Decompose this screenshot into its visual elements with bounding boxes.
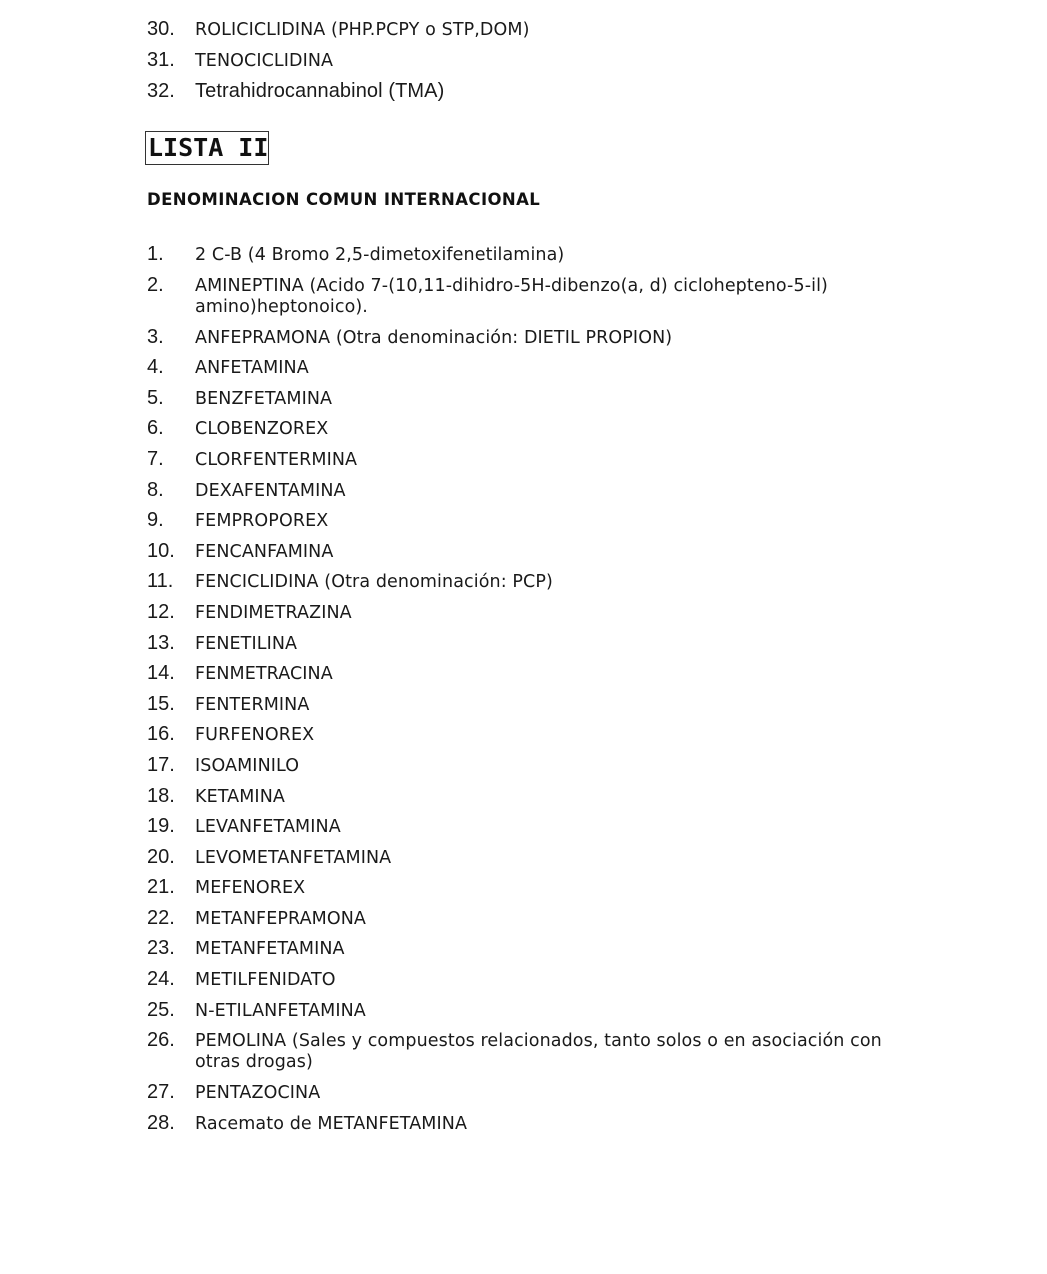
item-text: KETAMINA <box>195 786 285 807</box>
item-text: FENMETRACINA <box>195 664 333 685</box>
item-number: 2. <box>147 273 164 296</box>
item-number: 11. <box>147 570 174 593</box>
list-item <box>147 786 895 817</box>
item-number: 5. <box>147 386 164 409</box>
item-text: FURFENOREX <box>195 725 315 746</box>
substance-list <box>147 244 895 1143</box>
item-text: LEVANFETAMINA <box>195 817 341 838</box>
item-number: 14. <box>147 662 175 685</box>
item-number: 18. <box>147 784 175 807</box>
item-number: 4. <box>147 356 164 379</box>
item-text: LEVOMETANFETAMINA <box>195 847 392 868</box>
list-item <box>147 541 895 572</box>
section-title: LISTA II <box>145 131 269 165</box>
item-number: 28. <box>147 1111 175 1134</box>
item-number: 27. <box>147 1081 175 1104</box>
list-item <box>147 244 895 275</box>
item-text: ISOAMINILO <box>195 755 300 776</box>
item-text: FENCICLIDINA (Otra denominación: PCP) <box>195 572 553 593</box>
item-text: PEMOLINA (Sales y compuestos relacionados, tanto solos o en asociación con otras drogas) <box>195 1031 882 1073</box>
item-text: BENZFETAMINA <box>195 388 333 409</box>
list-item <box>147 908 895 939</box>
item-text: ROLICICLIDINA (PHP.PCPY o STP,DOM) <box>195 20 530 40</box>
item-number: 8. <box>147 478 164 501</box>
item-number: 19. <box>147 815 175 838</box>
item-text: PENTAZOCINA <box>195 1083 321 1104</box>
list-item <box>147 724 895 755</box>
item-text: TENOCICLIDINA <box>195 51 334 71</box>
item-number: 3. <box>147 325 164 348</box>
item-text: FEMPROPOREX <box>195 511 329 532</box>
item-number: 21. <box>147 876 175 899</box>
item-number: 1. <box>147 243 164 265</box>
item-number: 12. <box>147 600 175 623</box>
list-item <box>147 694 895 725</box>
list-item <box>147 50 530 81</box>
list-item <box>147 1000 895 1031</box>
item-number: 31. <box>147 49 175 71</box>
list-item <box>147 418 895 449</box>
list-item <box>147 969 895 1000</box>
item-number: 20. <box>147 845 175 868</box>
item-number: 10. <box>147 539 175 562</box>
list-item <box>147 19 530 50</box>
item-text: ANFETAMINA <box>195 358 309 379</box>
item-number: 32. <box>147 80 175 102</box>
item-text: METANFEPRAMONA <box>195 908 366 929</box>
item-text: Tetrahidrocannabinol (TMA) <box>195 80 445 102</box>
item-number: 22. <box>147 906 175 929</box>
item-number: 7. <box>147 447 164 470</box>
list-item <box>147 816 895 847</box>
list-item <box>147 327 895 358</box>
item-text: FENDIMETRAZINA <box>195 602 352 623</box>
item-text: N-ETILANFETAMINA <box>195 1000 366 1021</box>
item-text: CLORFENTERMINA <box>195 449 358 470</box>
list-item <box>147 480 895 511</box>
item-number: 17. <box>147 753 175 776</box>
item-number: 24. <box>147 968 175 991</box>
item-number: 23. <box>147 937 175 960</box>
list-item <box>147 1113 895 1144</box>
item-text: Racemato de METANFETAMINA <box>195 1113 468 1134</box>
list-item <box>147 449 895 480</box>
list-item <box>147 1030 895 1082</box>
list-item <box>147 877 895 908</box>
item-number: 26. <box>147 1029 175 1052</box>
item-text: DEXAFENTAMINA <box>195 480 346 501</box>
item-number: 25. <box>147 998 175 1021</box>
list-item <box>147 275 895 327</box>
item-text: CLOBENZOREX <box>195 419 329 440</box>
list-item <box>147 81 530 112</box>
item-text: METILFENIDATO <box>195 970 336 991</box>
list-item <box>147 1082 895 1113</box>
list-item <box>147 633 895 664</box>
item-text: METANFETAMINA <box>195 939 345 960</box>
item-number: 6. <box>147 417 164 440</box>
item-text: FENTERMINA <box>195 694 310 715</box>
list-item <box>147 510 895 541</box>
list-item <box>147 847 895 878</box>
item-text: 2 C-B (4 Bromo 2,5-dimetoxifenetilamina) <box>195 245 565 265</box>
item-number: 13. <box>147 631 175 654</box>
list-item <box>147 755 895 786</box>
list-item <box>147 571 895 602</box>
list-item <box>147 938 895 969</box>
item-text: FENCANFAMINA <box>195 541 334 562</box>
list-item <box>147 357 895 388</box>
list-item <box>147 663 895 694</box>
item-number: 15. <box>147 692 175 715</box>
section-subheading: DENOMINACION COMUN INTERNACIONAL <box>147 190 541 209</box>
item-number: 9. <box>147 509 164 532</box>
item-text: ANFEPRAMONA (Otra denominación: DIETIL PROPION) <box>195 327 673 348</box>
list-item <box>147 388 895 419</box>
continued-list <box>147 19 530 112</box>
item-text: FENETILINA <box>195 633 298 654</box>
list-item <box>147 602 895 633</box>
item-number: 30. <box>147 18 175 40</box>
item-number: 16. <box>147 723 175 746</box>
item-text: AMINEPTINA (Acido 7-(10,11-dihidro-5H-dibenzo(a, d) ciclohepteno-5-il) amino)heptonoico). <box>195 275 828 317</box>
item-text: MEFENOREX <box>195 878 306 899</box>
